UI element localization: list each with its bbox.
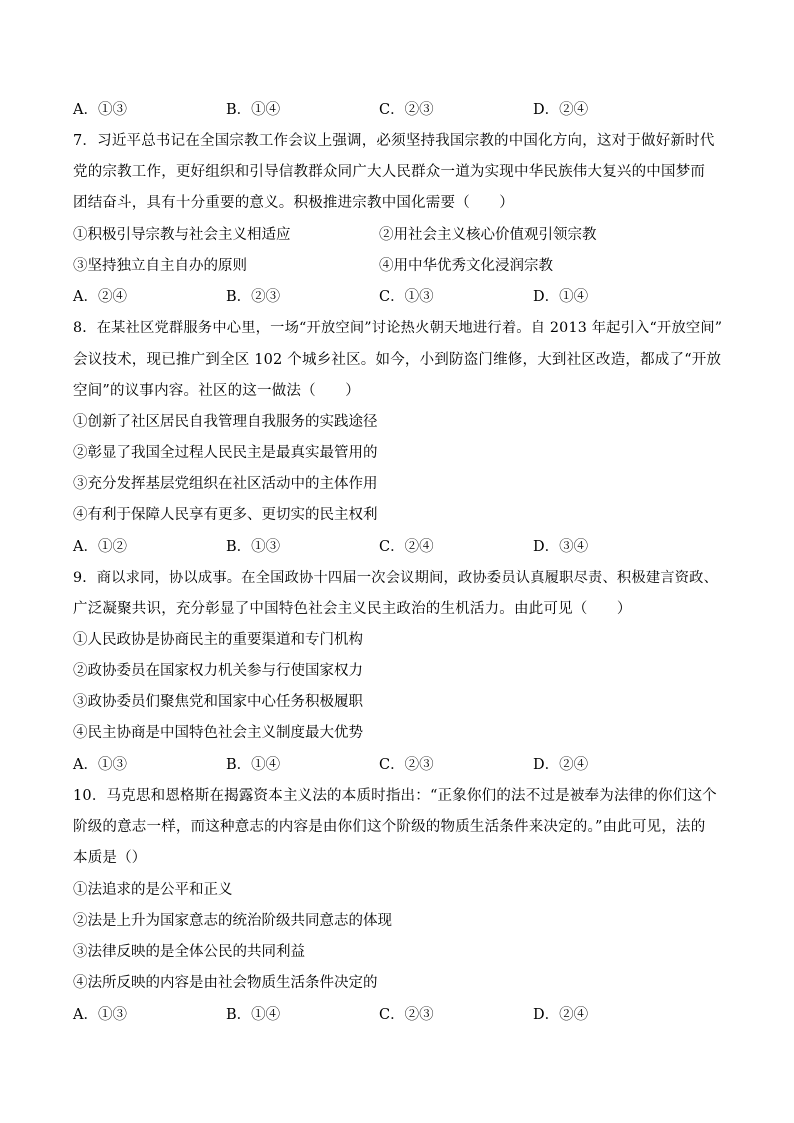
option-a[interactable]: A．①③ <box>73 102 127 118</box>
q10-stem-line-3: 本质是（） <box>73 850 147 866</box>
q10-statement-2: ②法是上升为国家意志的统治阶级共同意志的体现 <box>73 913 392 929</box>
q8-options <box>73 534 723 560</box>
q9-statement-3: ③政协委员们聚焦党和国家中心任务积极履职 <box>73 694 363 710</box>
q9-option-c[interactable]: C．②③ <box>379 757 434 773</box>
q7-statement-1: ①积极引导宗教与社会主义相适应 <box>73 227 291 243</box>
q8-stem-line-1: 8．在某社区党群服务中心里，一场“开放空间”讨论热火朝天地进行着。自 2013 年起引入“开放空间” <box>73 320 723 336</box>
q9-statement-1: ①人民政协是协商民主的重要渠道和专门机构 <box>73 632 363 648</box>
q10-option-c[interactable]: C．②③ <box>379 1007 434 1023</box>
q9-option-d[interactable]: D．②④ <box>533 757 589 773</box>
q7-statement-4: ④用中华优秀文化浸润宗教 <box>379 258 553 274</box>
q8-option-d[interactable]: D．③④ <box>533 539 589 555</box>
q8-stem-line-2: 会议技术，现已推广到全区 102 个城乡社区。如今，小到防盗门维修，大到社区改造，都成了“开放 <box>73 352 722 368</box>
q9-statement-2: ②政协委员在国家权力机关参与行使国家权力 <box>73 663 363 679</box>
q10-stem-line-2: 阶级的意志一样，而这种意志的内容是由你们这个阶级的物质生活条件来决定的。”由此可见，法的 <box>73 819 706 835</box>
q7-stem-line-1: 7．习近平总书记在全国宗教工作会议上强调，必须坚持我国宗教的中国化方向，这对于做好新时代 <box>73 133 715 149</box>
q7-stem-line-3: 团结奋斗，具有十分重要的意义。积极推进宗教中国化需要（ ） <box>73 195 514 211</box>
prev-question-options <box>73 97 723 123</box>
q10-stem-line-1: 10．马克思和恩格斯在揭露资本主义法的本质时指出：“正象你们的法不过是被奉为法律的你们这个 <box>73 788 717 804</box>
q10-statement-3: ③法律反映的是全体公民的共同利益 <box>73 944 305 960</box>
q7-statement-3: ③坚持独立自主自办的原则 <box>73 258 247 274</box>
q9-option-a[interactable]: A．①③ <box>73 757 127 773</box>
q7-option-c[interactable]: C．①③ <box>379 289 434 305</box>
q8-option-a[interactable]: A．①② <box>73 539 127 555</box>
q9-options <box>73 752 723 778</box>
q8-option-c[interactable]: C．②④ <box>379 539 434 555</box>
q10-statement-4: ④法所反映的内容是由社会物质生活条件决定的 <box>73 975 378 991</box>
q10-option-d[interactable]: D．②④ <box>533 1007 589 1023</box>
q7-option-a[interactable]: A．②④ <box>73 289 127 305</box>
q8-statement-4: ④有利于保障人民享有更多、更切实的民主权利 <box>73 507 378 523</box>
q9-stem-line-2: 广泛凝聚共识，充分彰显了中国特色社会主义民主政治的生机活力。由此可见（ ） <box>73 601 632 617</box>
q9-option-b[interactable]: B．①④ <box>226 757 281 773</box>
q10-option-a[interactable]: A．①③ <box>73 1007 127 1023</box>
q9-statement-4: ④民主协商是中国特色社会主义制度最大优势 <box>73 725 363 741</box>
q7-options <box>73 284 723 310</box>
option-c[interactable]: C．②③ <box>379 102 434 118</box>
q8-statement-2: ②彰显了我国全过程人民民主是最真实最管用的 <box>73 445 378 461</box>
q8-statement-1: ①创新了社区居民自我管理自我服务的实践途径 <box>73 414 378 430</box>
option-b[interactable]: B．①④ <box>226 102 281 118</box>
option-d[interactable]: D．②④ <box>533 102 589 118</box>
q7-option-d[interactable]: D．①④ <box>533 289 589 305</box>
q9-stem-line-1: 9．商以求同，协以成事。在全国政协十四届一次会议期间，政协委员认真履职尽责、积极建言资政、 <box>73 570 719 586</box>
q7-statements-row-1 <box>73 222 723 248</box>
q10-statement-1: ①法追求的是公平和正义 <box>73 882 233 898</box>
q8-option-b[interactable]: B．①③ <box>226 539 281 555</box>
q8-stem-line-3: 空间”的议事内容。社区的这一做法（ ） <box>73 383 360 399</box>
q8-statement-3: ③充分发挥基层党组织在社区活动中的主体作用 <box>73 476 378 492</box>
q7-stem-line-2: 党的宗教工作，更好组织和引导信教群众同广大人民群众一道为实现中华民族伟大复兴的中国梦而 <box>73 164 706 180</box>
q7-option-b[interactable]: B．②③ <box>226 289 281 305</box>
q10-options <box>73 1002 723 1028</box>
q10-option-b[interactable]: B．①④ <box>226 1007 281 1023</box>
q7-statement-2: ②用社会主义核心价值观引领宗教 <box>379 227 597 243</box>
q7-statements-row-2 <box>73 253 723 279</box>
